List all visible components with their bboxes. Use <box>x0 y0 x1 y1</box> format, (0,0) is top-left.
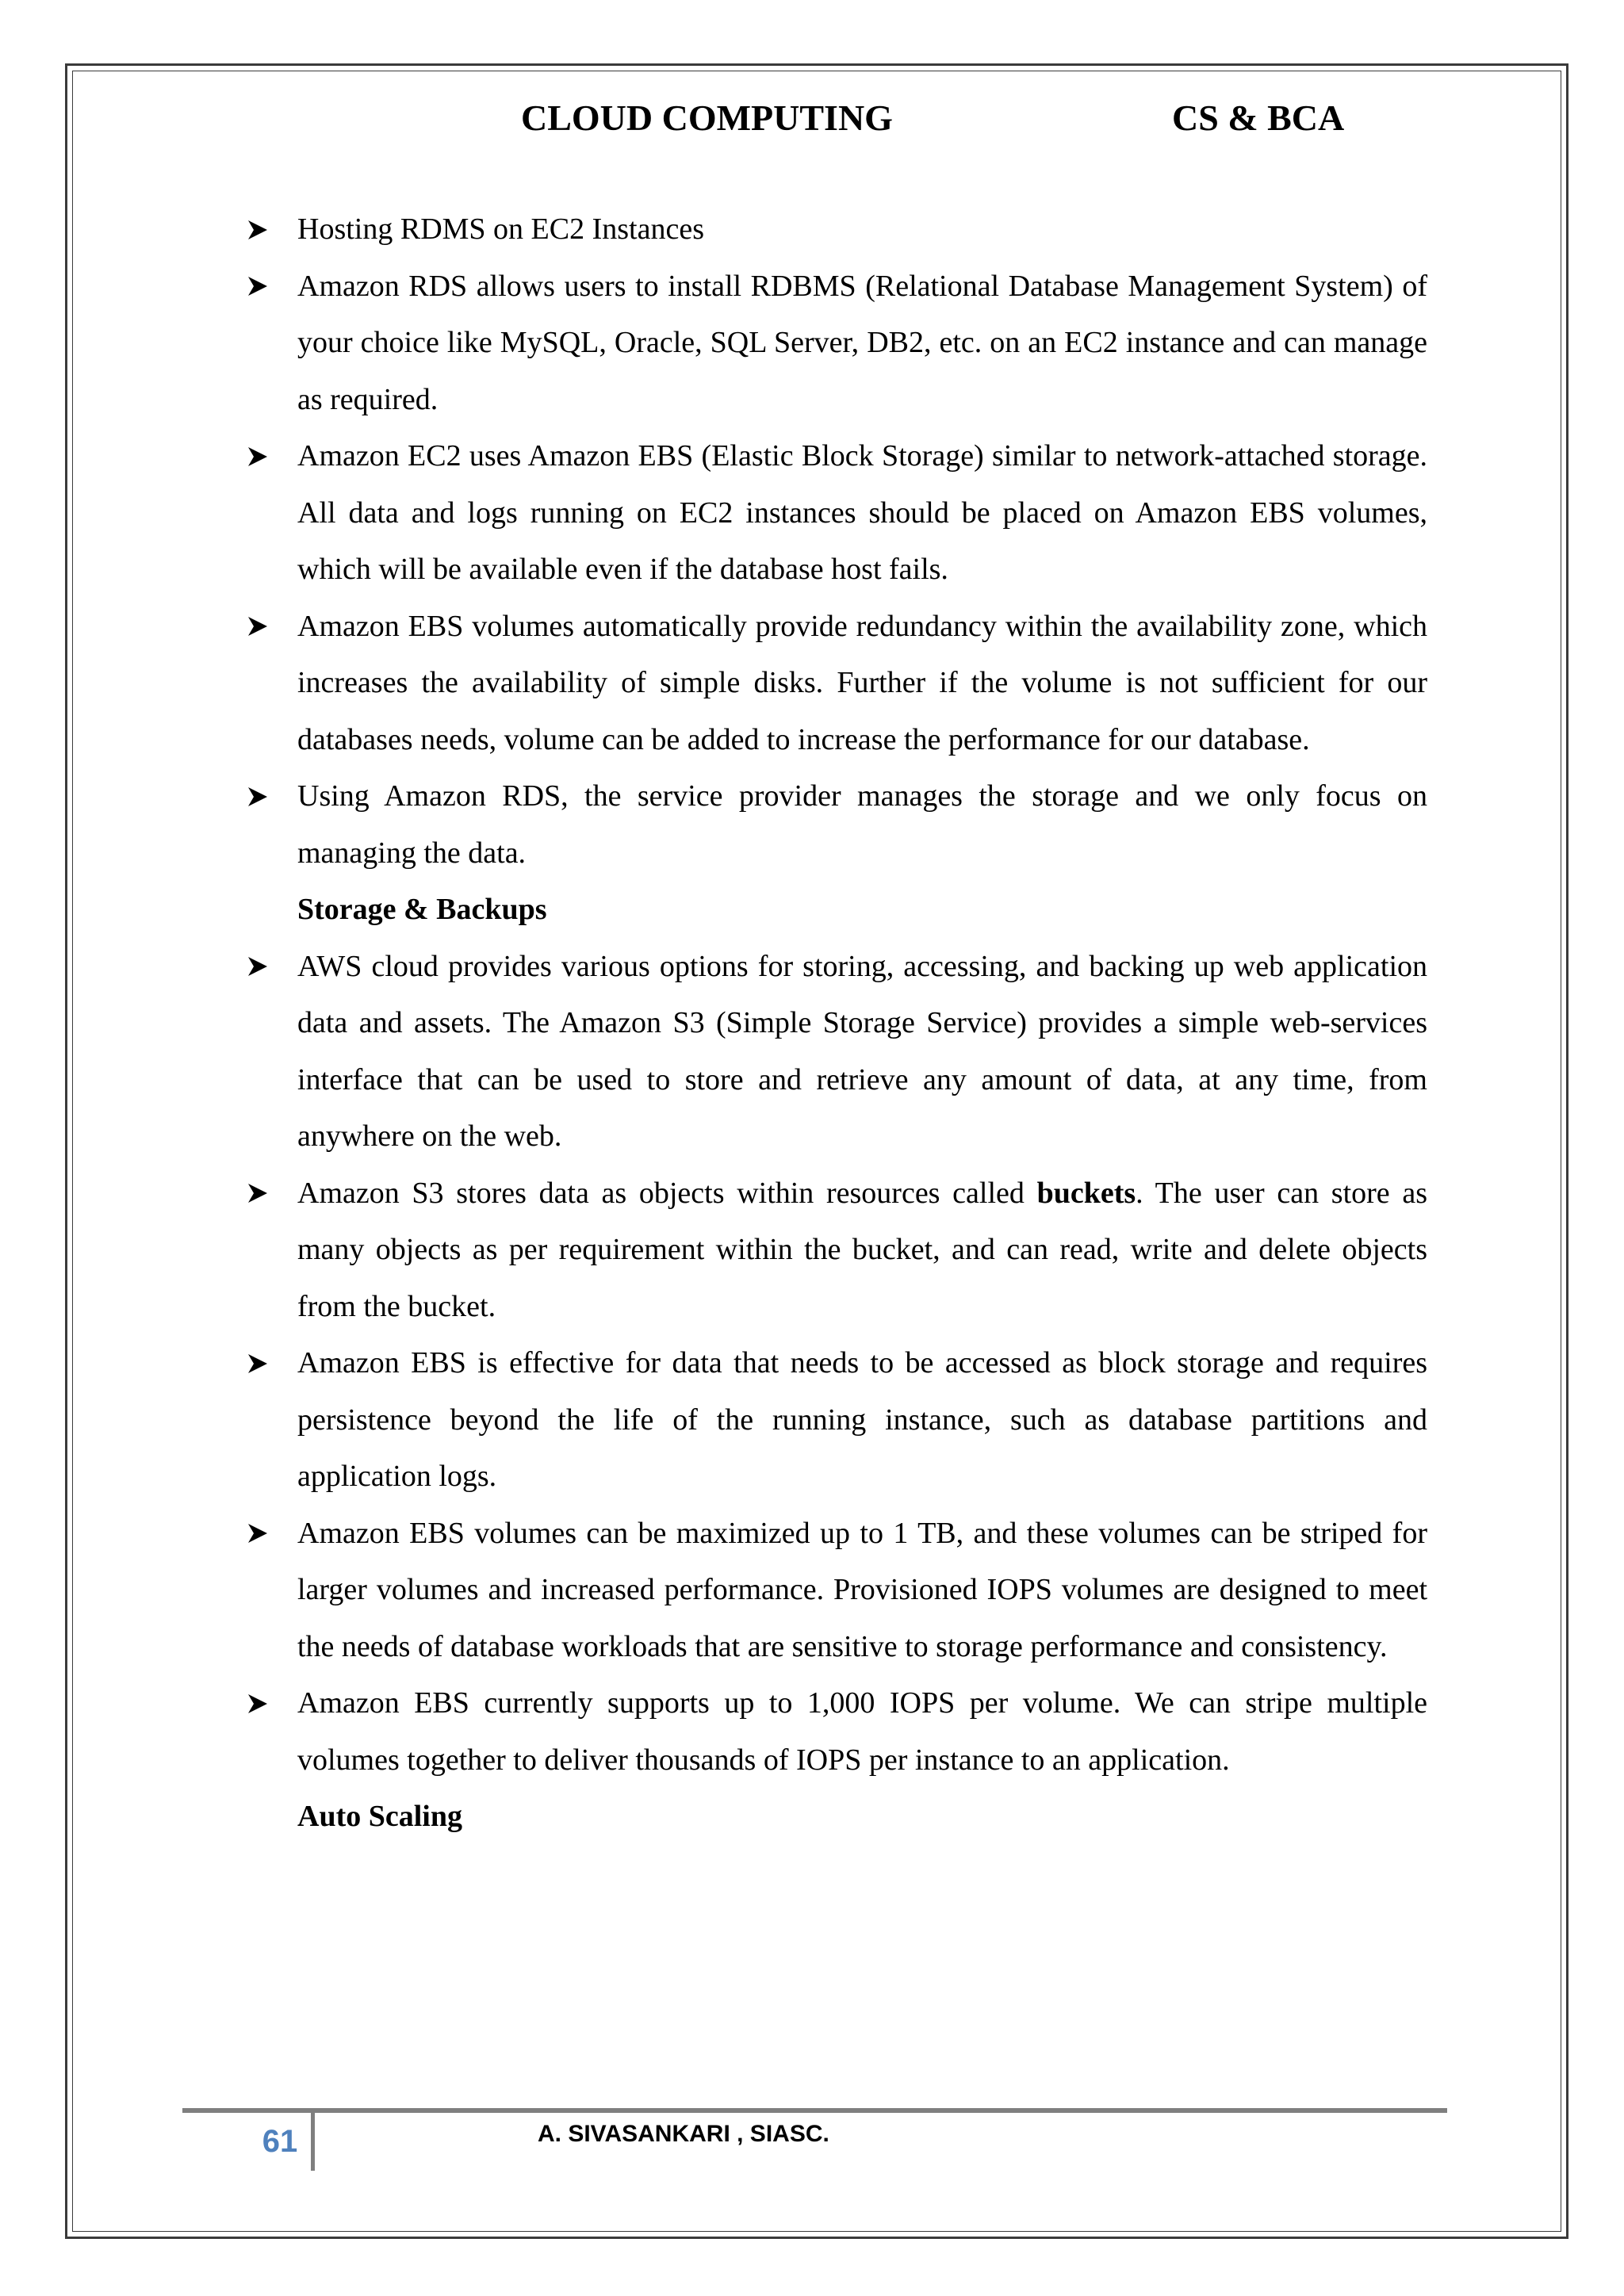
arrowhead-bullet-icon <box>246 599 278 656</box>
bullet-text: Amazon EBS is effective for data that needs to be accessed as block storage and requires persistence beyond the life of the running instance, such as database partitions and application logs. <box>297 1346 1427 1493</box>
arrowhead-bullet-icon <box>246 768 278 825</box>
arrowhead-bullet-icon <box>246 1165 278 1223</box>
bullet-text: Hosting RDMS on EC2 Instances <box>297 212 704 246</box>
bold-term-buckets: buckets <box>1036 1176 1136 1210</box>
footer-author: A. SIVASANKARI , SIASC. <box>538 2121 829 2147</box>
bullet-item <box>246 201 1427 258</box>
page-number: 61 <box>262 2124 298 2159</box>
bullet-text: Using Amazon RDS, the service provider manages the storage and we only focus on managing the data. <box>297 779 1427 870</box>
page-header <box>0 97 1624 152</box>
arrowhead-bullet-icon <box>246 1675 278 1732</box>
bullet-text: Amazon EC2 uses Amazon EBS (Elastic Block Storage) similar to network-attached storage. All data and logs running on EC2 instances should be placed on Amazon EBS volumes, which will be available even if the database host fails. <box>297 439 1427 586</box>
bullet-text: Amazon RDS allows users to install RDBMS (Relational Database Management System) of your choice like MySQL, Oracle, SQL Server, DB2, etc. on an EC2 instance and can manage as required. <box>297 269 1427 416</box>
page-content <box>246 201 1427 1846</box>
bullet-text-before: Amazon S3 stores data as objects within resources called <box>297 1176 1037 1210</box>
arrowhead-bullet-icon <box>246 201 278 258</box>
header-title: CLOUD COMPUTING <box>521 98 893 138</box>
bullet-item <box>246 1506 1427 1676</box>
arrowhead-bullet-icon <box>246 258 278 316</box>
bullet-item <box>246 258 1427 429</box>
arrowhead-bullet-icon <box>246 1335 278 1392</box>
header-course: CS & BCA <box>1172 98 1345 138</box>
bullet-item <box>246 428 1427 599</box>
bullet-text <box>297 1177 1427 1323</box>
footer-divider <box>311 2113 315 2171</box>
bullet-item <box>246 1165 1427 1336</box>
bullet-item <box>246 1335 1427 1506</box>
bullet-item <box>246 939 1427 1165</box>
arrowhead-bullet-icon <box>246 939 278 996</box>
arrowhead-bullet-icon <box>246 1506 278 1563</box>
bullet-text: Amazon EBS volumes automatically provide redundancy within the availability zone, which increases the availability of simple disks. Further if the volume is not sufficient for our databases needs, volume can be added to increase the performance for our database. <box>297 609 1427 756</box>
bullet-item <box>246 599 1427 769</box>
bullet-text-after: . The user can store as many objects as per requirement within the bucket, and can read, write and delete objects from the bucket. <box>297 1176 1428 1323</box>
footer-rule <box>182 2108 1447 2113</box>
bullet-text: Amazon EBS volumes can be maximized up to 1 TB, and these volumes can be striped for larger volumes and increased performance. Provisioned IOPS volumes are designed to meet the needs of database workloads that are sensitive to storage performance and consistency. <box>297 1516 1427 1663</box>
section-heading-auto-scaling: Auto Scaling <box>297 1800 462 1833</box>
bullet-text: AWS cloud provides various options for storing, accessing, and backing up web application data and assets. The Amazon S3 (Simple Storage Service) provides a simple web-services interface that can be used to store and retrieve any amount of data, at any time, from anywhere on the web. <box>297 949 1427 1153</box>
bullet-text: Amazon EBS currently supports up to 1,000 IOPS per volume. We can stripe multiple volumes together to deliver thousands of IOPS per instance to an application. <box>297 1686 1427 1777</box>
section-heading-storage-backups: Storage & Backups <box>297 893 547 926</box>
arrowhead-bullet-icon <box>246 428 278 485</box>
bullet-item <box>246 1675 1427 1789</box>
bullet-item <box>246 768 1427 882</box>
